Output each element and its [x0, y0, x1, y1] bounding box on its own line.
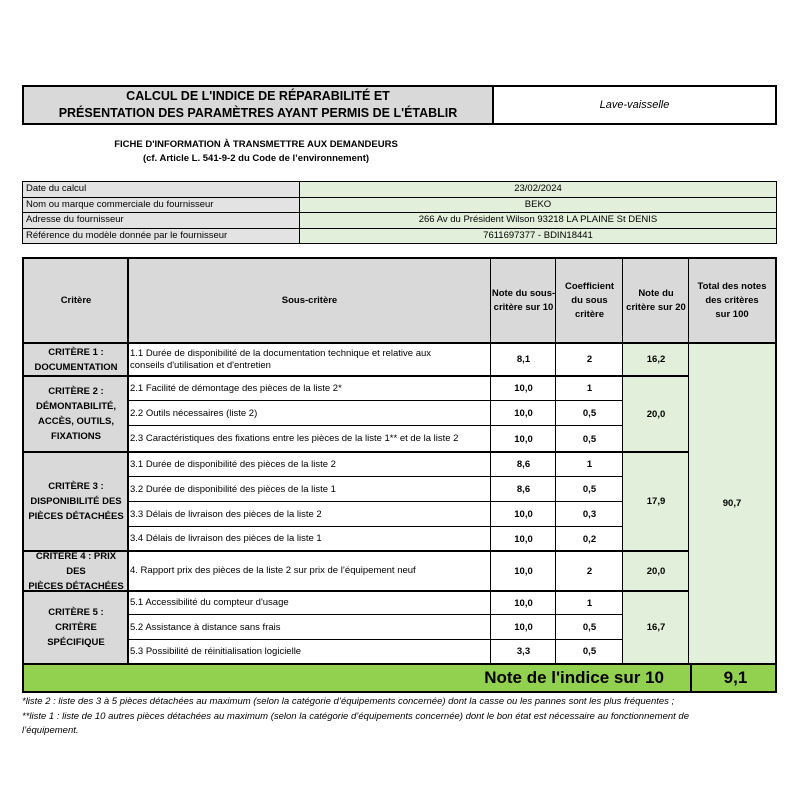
coefficient: 0,3 [582, 509, 597, 520]
coefficient: 1 [586, 383, 593, 394]
header-text: du sous [571, 295, 608, 306]
subtitle [22, 138, 490, 166]
note-sous-critere: 10,0 [514, 622, 533, 633]
info-label: Référence du modèle donnée par le fournisseur [23, 229, 300, 244]
note-sous-critere: 10,0 [514, 433, 533, 445]
note-sous-critere: 8,6 [516, 484, 531, 495]
sous-critere-4: 4. Rapport prix des pièces de la liste 2 sur prix de l’équipement neuf [130, 565, 416, 576]
grid-line [128, 400, 623, 401]
critere-2 [24, 376, 128, 452]
note-sous-critere: 10,0 [514, 597, 533, 609]
coefficient: 2 [586, 354, 593, 365]
critere-text: SPÉCIFIQUE [47, 636, 105, 648]
grid-line [24, 590, 689, 592]
product-category: Lave-vaisselle [599, 99, 670, 111]
note-sous-critere: 10,0 [514, 533, 533, 545]
header-text: sur 100 [715, 309, 749, 320]
critere-text: FIXATIONS [51, 431, 101, 442]
note-critere-4: 20,0 [623, 551, 689, 591]
sous-critere-3-2: 3.2 Durée de disponibilité des pièces de la liste 1 [130, 483, 336, 495]
header-sous-critere: Sous-critère [128, 259, 491, 343]
grid-line [688, 259, 689, 663]
total-index-value: 9,1 [690, 665, 779, 691]
header-text: Total des notes [697, 281, 767, 292]
header-critere: Critère [24, 259, 128, 343]
critere-text: CRITÈRE 4 : PRIX DES [35, 550, 117, 577]
note-sous-critere: 10,0 [514, 565, 533, 577]
critere-5 [24, 591, 128, 663]
sous-critere-3-4: 3.4 Délais de livraison des pièces de la liste 1 [130, 533, 322, 544]
sous-critere-2-1: 2.1 Facilité de démontage des pièces de la liste 2* [130, 382, 342, 394]
subtitle-line1: FICHE D'INFORMATION À TRANSMETTRE AUX DEMANDEURS [114, 139, 398, 150]
critere-text: ACCÈS, OUTILS, [37, 416, 114, 427]
sous-critere-3-1: 3.1 Durée de disponibilité des pièces de la liste 2 [130, 458, 336, 470]
note-critere-2: 20,0 [623, 376, 689, 452]
critere-text: CRITÈRE 3 : [48, 481, 104, 492]
critere-3 [24, 452, 128, 551]
coefficient: 0,5 [582, 484, 597, 495]
note-sous-critere: 10,0 [514, 408, 533, 419]
header-text: critère [574, 309, 605, 320]
total-index-label: Note de l'indice sur 10 [484, 668, 664, 687]
critere-text: PIÈCES DÉTACHÉES [28, 580, 124, 592]
info-label: Adresse du fournisseur [23, 213, 300, 228]
header-total [689, 259, 775, 343]
header-title [24, 87, 494, 123]
coefficient: 1 [586, 597, 593, 609]
critere-text: DÉMONTABILITÉ, [35, 401, 117, 412]
header-note-sous-critere [491, 259, 556, 343]
note-critere-1: 16,2 [623, 343, 689, 376]
sous-critere-text: conseils d'utilisation et d'entretien [130, 359, 271, 371]
grid-line [128, 425, 623, 426]
coefficient: 0,5 [582, 646, 597, 657]
info-row-address [23, 213, 776, 229]
note-sous-critere: 10,0 [514, 509, 533, 520]
coefficient: 0,5 [582, 408, 597, 419]
grid-line [24, 375, 689, 377]
sous-critere-3-3: 3.3 Délais de livraison des pièces de la liste 2 [130, 508, 322, 520]
critere-text: CRITÈRE 1 : [48, 346, 104, 358]
header-note-critere [623, 259, 689, 343]
info-row-brand [23, 198, 776, 214]
grid-line [127, 259, 129, 663]
footnote-line: **liste 1 : liste de 10 autres pièces détachées au maximum (selon la catégorie d’équipements concernée) dont le bon état est nécessaire au fonctionnement de [22, 711, 689, 722]
grid-line [24, 451, 689, 453]
critere-text: CRITÈRE 5 : CRITÈRE [48, 606, 104, 633]
info-row-reference [23, 229, 776, 244]
grid-line [490, 259, 491, 663]
header-text: des critères [705, 295, 759, 306]
grid-line [128, 526, 623, 527]
subtitle-line2: (cf. Article L. 541-9-2 du Code de l’environnement) [142, 153, 370, 164]
note-sous-critere: 8,6 [516, 459, 531, 470]
grid-line [128, 639, 623, 640]
grid-line [24, 342, 775, 344]
info-value: 266 Av du Président Wilson 93218 LA PLAINE St DENIS [300, 213, 776, 228]
coefficient: 0,2 [582, 533, 597, 545]
grid-line [622, 259, 623, 663]
coefficient: 2 [586, 565, 593, 577]
coefficient: 0,5 [582, 622, 597, 633]
header-text: critère sur 10 [493, 302, 554, 313]
sous-critere-5-1: 5.1 Accessibilité du compteur d'usage [130, 597, 289, 608]
note-critere-3: 17,9 [623, 452, 689, 551]
info-label: Date du calcul [23, 182, 300, 197]
critere-text: PIÈCES DÉTACHÉES [28, 511, 124, 522]
footnote-liste-2: *liste 2 : liste des 3 à 5 pièces détachées au maximum (selon la catégorie d’équipements concernée) dont la casse ou les pannes sont les plus fréquentes ; [22, 696, 675, 707]
coefficient: 1 [586, 459, 593, 470]
grid-line [24, 550, 689, 552]
footnote-liste-1 [22, 710, 778, 738]
total-index-row [22, 663, 777, 693]
header-coefficient [556, 259, 623, 343]
info-value: BEKO [300, 198, 776, 213]
note-critere-5: 16,7 [623, 591, 689, 663]
critere-text: CRITÈRE 2 : [48, 386, 104, 397]
sous-critere-1-1 [128, 343, 491, 376]
footnote-line: l’équipement. [22, 725, 79, 736]
info-row-date [23, 182, 776, 198]
header-text: Coefficient [564, 281, 615, 292]
header-title-line1: CALCUL DE L'INDICE DE RÉPARABILITÉ ET [126, 89, 390, 103]
header-text: Note du [638, 288, 674, 299]
grid-line [128, 614, 623, 615]
grid-line [128, 476, 623, 477]
note-sous-critere: 8,1 [516, 354, 531, 365]
critere-1 [24, 343, 128, 376]
header-title-line2: PRÉSENTATION DES PARAMÈTRES AYANT PERMIS DE L'ÉTABLIR [58, 106, 458, 120]
sous-critere-2-2: 2.2 Outils nécessaires (liste 2) [130, 407, 258, 419]
grid-line [555, 259, 556, 663]
sous-critere-5-2: 5.2 Assistance à distance sans frais [130, 621, 281, 633]
header-text: critère sur 20 [626, 302, 686, 313]
repairability-table [22, 257, 777, 665]
info-label: Nom ou marque commerciale du fournisseur [23, 198, 300, 213]
header-text: Note du sous- [491, 288, 556, 299]
sous-critere-text: 1.1 Durée de disponibilité de la documentation technique et relative aux [130, 347, 432, 359]
coefficient: 0,5 [582, 433, 597, 445]
info-value: 23/02/2024 [300, 182, 776, 197]
document-header [22, 85, 777, 125]
total-sur-100: 90,7 [689, 343, 775, 663]
critere-4 [24, 551, 128, 591]
note-sous-critere: 3,3 [516, 646, 531, 657]
sous-critere-5-3: 5.3 Possibilité de réinitialisation logicielle [130, 645, 302, 657]
critere-text: DOCUMENTATION [34, 361, 118, 373]
grid-line [128, 501, 623, 502]
critere-text: DISPONIBILITÉ DES [30, 496, 122, 507]
supplier-info-table [22, 181, 777, 244]
info-value: 7611697377 - BDIN18441 [300, 229, 776, 244]
note-sous-critere: 10,0 [514, 383, 533, 394]
sous-critere-2-3: 2.3 Caractéristiques des fixations entre les pièces de la liste 1** et de la liste 2 [130, 433, 459, 444]
